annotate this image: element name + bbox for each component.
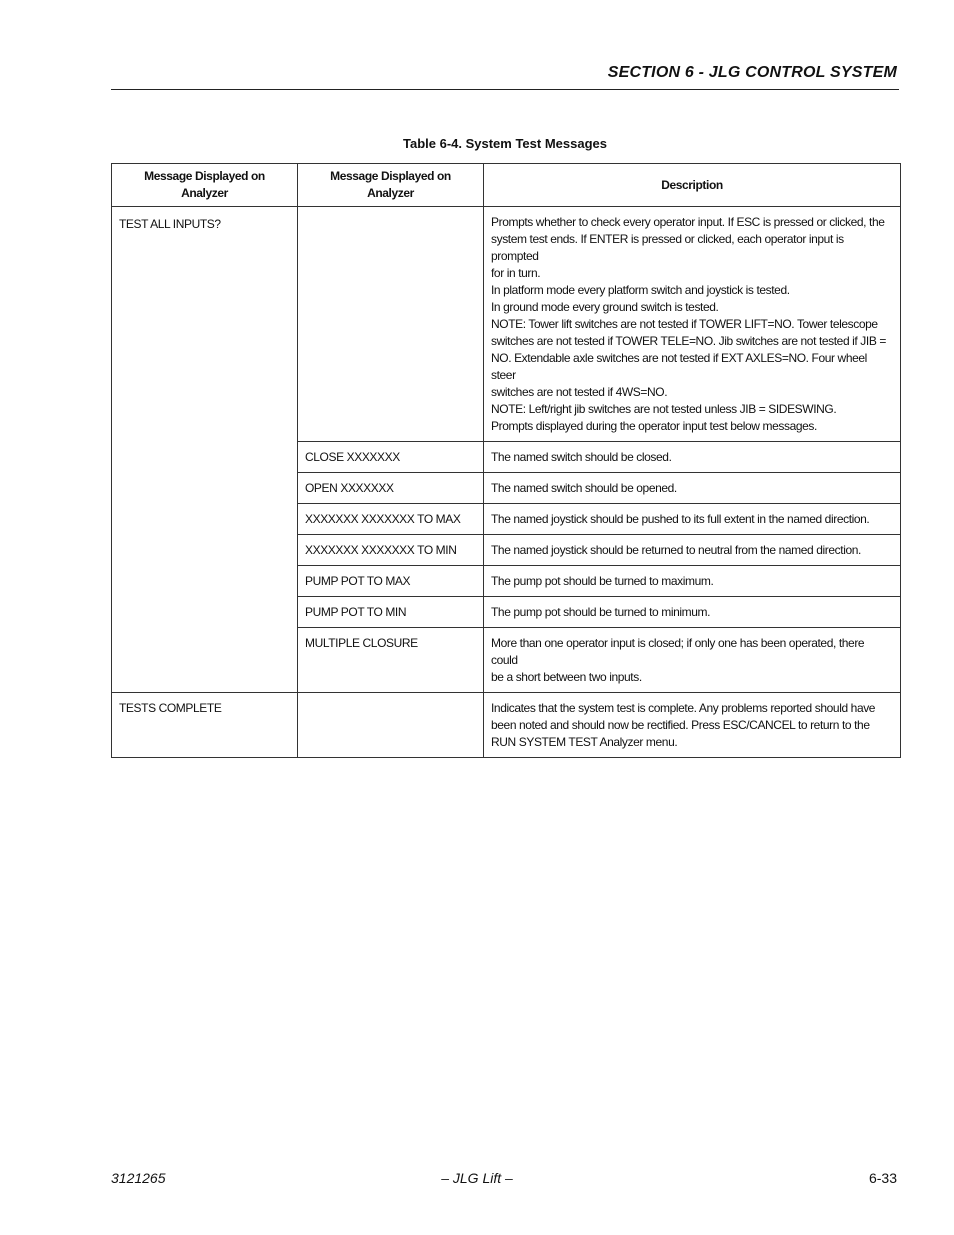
- message-cell: MULTIPLE CLOSURE: [298, 628, 484, 693]
- description-line: system test ends. If ENTER is pressed or clicked, each operator input is prompted: [491, 232, 844, 263]
- message-cell: CLOSE XXXXXXX: [298, 442, 484, 473]
- table-header-row: [112, 164, 901, 207]
- column-header-analyzer-message-1: Message Displayed on Analyzer: [112, 164, 298, 207]
- description-cell: [484, 628, 901, 693]
- table-row: [112, 693, 901, 758]
- description-line: Prompts displayed during the operator input test below messages.: [491, 419, 817, 433]
- footer-brand: – JLG Lift –: [441, 1170, 513, 1186]
- message-cell: OPEN XXXXXXX: [298, 473, 484, 504]
- description-cell: The named switch should be opened.: [484, 473, 901, 504]
- message-cell: XXXXXXX XXXXXXX TO MAX: [298, 504, 484, 535]
- column-header-description: Description: [484, 164, 901, 207]
- header-rule: [111, 89, 899, 90]
- section-title: SECTION 6 - JLG CONTROL SYSTEM: [607, 64, 897, 81]
- description-cell: The pump pot should be turned to maximum.: [484, 566, 901, 597]
- description-cell: [484, 207, 901, 442]
- description-line: been noted and should now be rectified. Press ESC/CANCEL to return to the: [491, 718, 870, 732]
- description-cell: The named joystick should be pushed to its full extent in the named direction.: [484, 504, 901, 535]
- message-cell: XXXXXXX XXXXXXX TO MIN: [298, 535, 484, 566]
- table-row: [112, 207, 901, 442]
- description-cell: [484, 693, 901, 758]
- description-line: Prompts whether to check every operator input. If ESC is pressed or clicked, the: [491, 215, 885, 229]
- message-cell: TEST ALL INPUTS?: [112, 207, 298, 693]
- description-cell: The named joystick should be returned to neutral from the named direction.: [484, 535, 901, 566]
- description-line: be a short between two inputs.: [491, 670, 642, 684]
- message-cell-empty: [298, 693, 484, 758]
- message-cell: TESTS COMPLETE: [112, 693, 298, 758]
- description-cell: The pump pot should be turned to minimum.: [484, 597, 901, 628]
- description-line: switches are not tested if TOWER TELE=NO. Jib switches are not tested if JIB =: [491, 334, 886, 348]
- message-cell-empty: [298, 207, 484, 442]
- description-cell: The named switch should be closed.: [484, 442, 901, 473]
- page-number: 6-33: [868, 1170, 897, 1186]
- description-line: NO. Extendable axle switches are not tested if EXT AXLES=NO. Four wheel steer: [491, 351, 867, 382]
- column-header-analyzer-message-2: Message Displayed on Analyzer: [298, 164, 484, 207]
- description-line: More than one operator input is closed; if only one has been operated, there could: [491, 636, 865, 667]
- table-caption: Table 6-4. System Test Messages: [402, 136, 607, 151]
- system-test-messages-table: [111, 163, 901, 758]
- description-line: for in turn.: [491, 266, 541, 280]
- description-line: In platform mode every platform switch and joystick is tested.: [491, 283, 790, 297]
- description-line: switches are not tested if 4WS=NO.: [491, 385, 668, 399]
- document-number: 3121265: [111, 1170, 166, 1186]
- description-line: Indicates that the system test is complete. Any problems reported should have: [491, 701, 876, 715]
- description-line: NOTE: Left/right jib switches are not tested unless JIB = SIDESWING.: [491, 402, 837, 416]
- message-cell: PUMP POT TO MIN: [298, 597, 484, 628]
- description-line: RUN SYSTEM TEST Analyzer menu.: [491, 735, 678, 749]
- message-cell: PUMP POT TO MAX: [298, 566, 484, 597]
- description-line: In ground mode every ground switch is tested.: [491, 300, 719, 314]
- description-line: NOTE: Tower lift switches are not tested if TOWER LIFT=NO. Tower telescope: [491, 317, 878, 331]
